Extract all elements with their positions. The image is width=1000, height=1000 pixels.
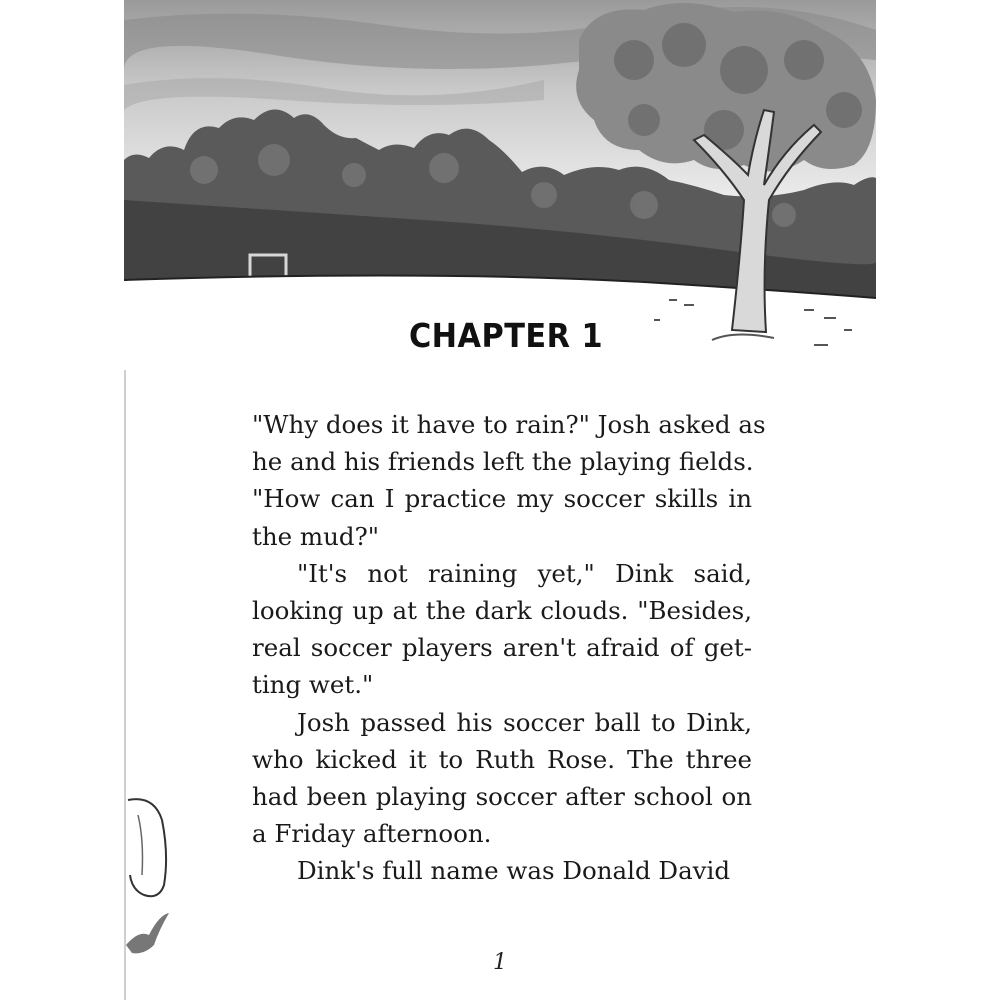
text-line: "How can I practice my soccer skills in (252, 484, 752, 514)
chapter-body-text (252, 406, 766, 890)
paragraph (252, 704, 752, 853)
text-line: ting wet." (252, 670, 374, 700)
text-line: a Friday afternoon. (252, 819, 492, 849)
text-line: Josh passed his soccer ball to Dink, (297, 707, 752, 737)
paragraph (252, 406, 766, 555)
chapter-heading: CHAPTER 1 (408, 316, 604, 355)
text-line: "It's not raining yet," Dink said, (297, 558, 752, 588)
text-line: looking up at the dark clouds. "Besides, (252, 596, 752, 626)
paragraph (252, 852, 752, 889)
text-line: "Why does it have to rain?" Josh asked as (252, 410, 766, 439)
text-line: Dink's full name was Donald David (297, 856, 731, 886)
text-line: the mud?" (252, 521, 380, 551)
park-illustration (124, 0, 876, 370)
page-number: 1 (493, 950, 507, 975)
paragraph (252, 555, 752, 704)
text-line: who kicked it to Ruth Rose. The three (252, 744, 752, 774)
margin-sketch-illustration (124, 795, 184, 965)
text-line: real soccer players aren't afraid of get- (252, 633, 752, 663)
text-line: he and his friends left the playing fields. (252, 447, 754, 477)
text-line: had been playing soccer after school on (252, 782, 752, 812)
